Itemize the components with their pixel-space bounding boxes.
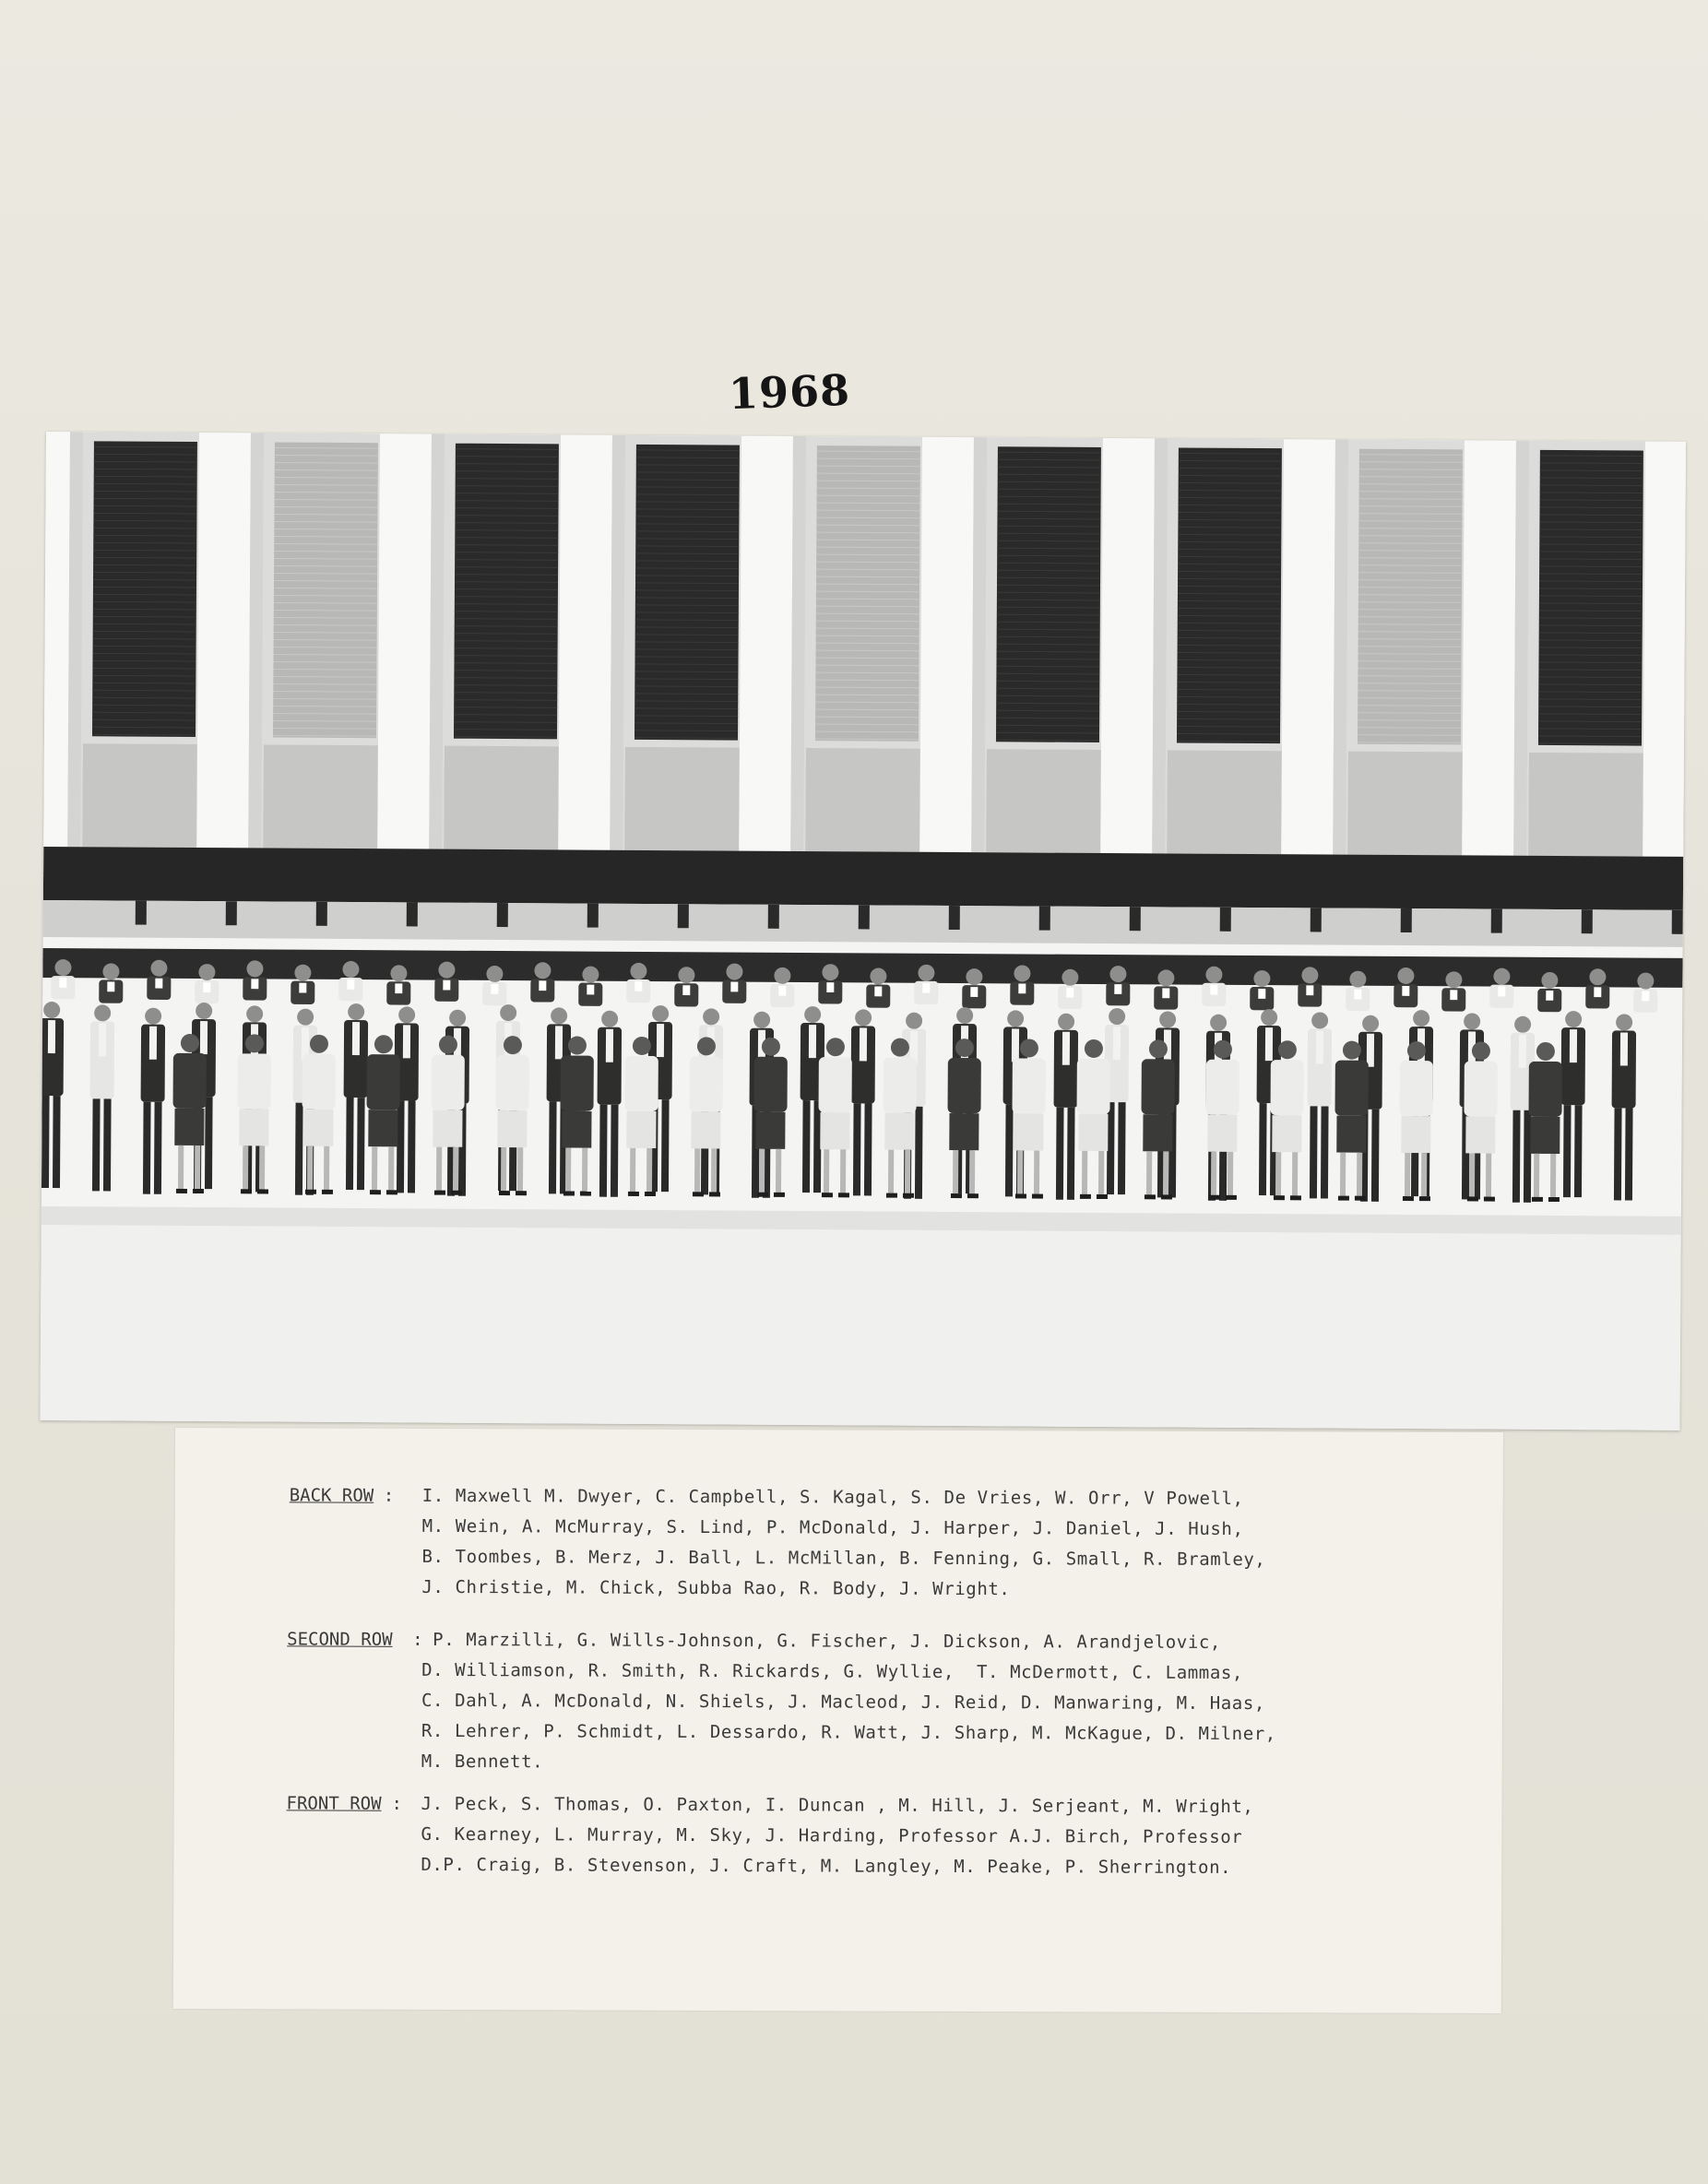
back-row-line: J. Christie, M. Chick, Subba Rao, R. Body, J. Wright. xyxy=(421,1576,1011,1600)
second-row-colon: : xyxy=(412,1629,423,1650)
front-row-line: G. Kearney, L. Murray, M. Sky, J. Harding, Professor A.J. Birch, Professor xyxy=(421,1823,1243,1848)
second-row-line: R. Lehrer, P. Schmidt, L. Dessardo, R. Watt, J. Sharp, M. McKague, D. Milner, xyxy=(421,1720,1276,1745)
year-heading: 1968 xyxy=(728,364,851,420)
group-photo-icon xyxy=(40,432,1686,1430)
second-row-block xyxy=(174,1629,1502,1773)
front-row-line: J. Peck, S. Thomas, O. Paxton, I. Duncan , M. Hill, J. Serjeant, M. Wright, xyxy=(421,1793,1254,1818)
back-row-line: M. Wein, A. McMurray, S. Lind, P. McDonald, J. Harper, J. Daniel, J. Hush, xyxy=(421,1515,1244,1540)
back-row-block xyxy=(175,1485,1503,1600)
second-row-line: C. Dahl, A. McDonald, N. Shiels, J. Macleod, J. Reid, D. Manwaring, M. Haas, xyxy=(421,1690,1265,1715)
second-row-label: SECOND ROW xyxy=(287,1629,393,1650)
back-row-colon: : xyxy=(383,1485,395,1506)
back-row-label: BACK ROW xyxy=(289,1485,374,1506)
front-row-label: FRONT ROW xyxy=(286,1793,382,1814)
second-row-line: P. Marzilli, G. Wills-Johnson, G. Fischer, J. Dickson, A. Arandjelovic, xyxy=(433,1629,1222,1653)
second-row-line: D. Williamson, R. Smith, R. Rickards, G. Wyllie, T. McDermott, C. Lammas, xyxy=(421,1659,1244,1684)
front-row-line: D.P. Craig, B. Stevenson, J. Craft, M. Langley, M. Peake, P. Sherrington. xyxy=(421,1854,1232,1879)
front-row-block xyxy=(174,1793,1502,1879)
group-photograph xyxy=(40,432,1686,1430)
caption-card xyxy=(173,1428,1503,2013)
back-row-line: I. Maxwell M. Dwyer, C. Campbell, S. Kagal, S. De Vries, W. Orr, V Powell, xyxy=(421,1485,1244,1510)
second-row-line: M. Bennett. xyxy=(421,1751,544,1773)
front-row-colon: : xyxy=(391,1793,403,1814)
back-row-line: B. Toombes, B. Merz, J. Ball, L. McMillan, B. Fenning, G. Small, R. Bramley, xyxy=(421,1546,1266,1571)
